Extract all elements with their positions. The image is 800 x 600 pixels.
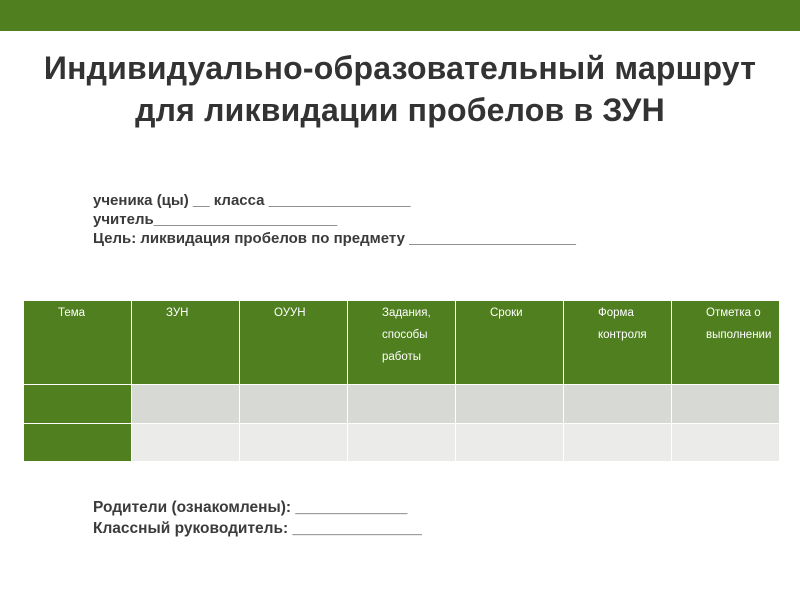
top-accent-bar bbox=[0, 0, 800, 31]
column-header: Отметка о выполнении bbox=[672, 301, 780, 385]
page-title: Индивидуально-образовательный маршрут для ликвидации пробелов в ЗУН bbox=[43, 50, 757, 128]
table-cell bbox=[456, 423, 564, 462]
table-row bbox=[24, 423, 780, 462]
table-cell bbox=[348, 423, 456, 462]
table-cell bbox=[240, 385, 348, 424]
table-cell bbox=[672, 385, 780, 424]
column-header: Задания, способы работы bbox=[348, 301, 456, 385]
student-class-line: ученика (цы) __ класса _________________ bbox=[93, 192, 411, 209]
table-header-row bbox=[24, 301, 780, 385]
table-cell bbox=[348, 385, 456, 424]
table-cell bbox=[240, 423, 348, 462]
table-cell bbox=[132, 423, 240, 462]
table-cell bbox=[132, 385, 240, 424]
column-header: Тема bbox=[24, 301, 132, 385]
column-header: Форма контроля bbox=[564, 301, 672, 385]
table-row bbox=[24, 385, 780, 424]
table-cell bbox=[564, 385, 672, 424]
signature-block bbox=[93, 497, 693, 539]
teacher-line: учитель______________________ bbox=[93, 211, 338, 228]
table-cell bbox=[564, 423, 672, 462]
column-header: Сроки bbox=[456, 301, 564, 385]
table-cell bbox=[456, 385, 564, 424]
table-cell bbox=[24, 385, 132, 424]
student-info-block bbox=[93, 191, 773, 248]
table-cell bbox=[24, 423, 132, 462]
goal-line: Цель: ликвидация пробелов по предмету ____________________ bbox=[93, 230, 576, 247]
class-teacher-line: Классный руководитель: _______________ bbox=[93, 520, 422, 537]
column-header: ЗУН bbox=[132, 301, 240, 385]
column-header: ОУУН bbox=[240, 301, 348, 385]
parents-line: Родители (ознакомлены): _____________ bbox=[93, 499, 408, 516]
route-table bbox=[23, 300, 780, 462]
table-cell bbox=[672, 423, 780, 462]
